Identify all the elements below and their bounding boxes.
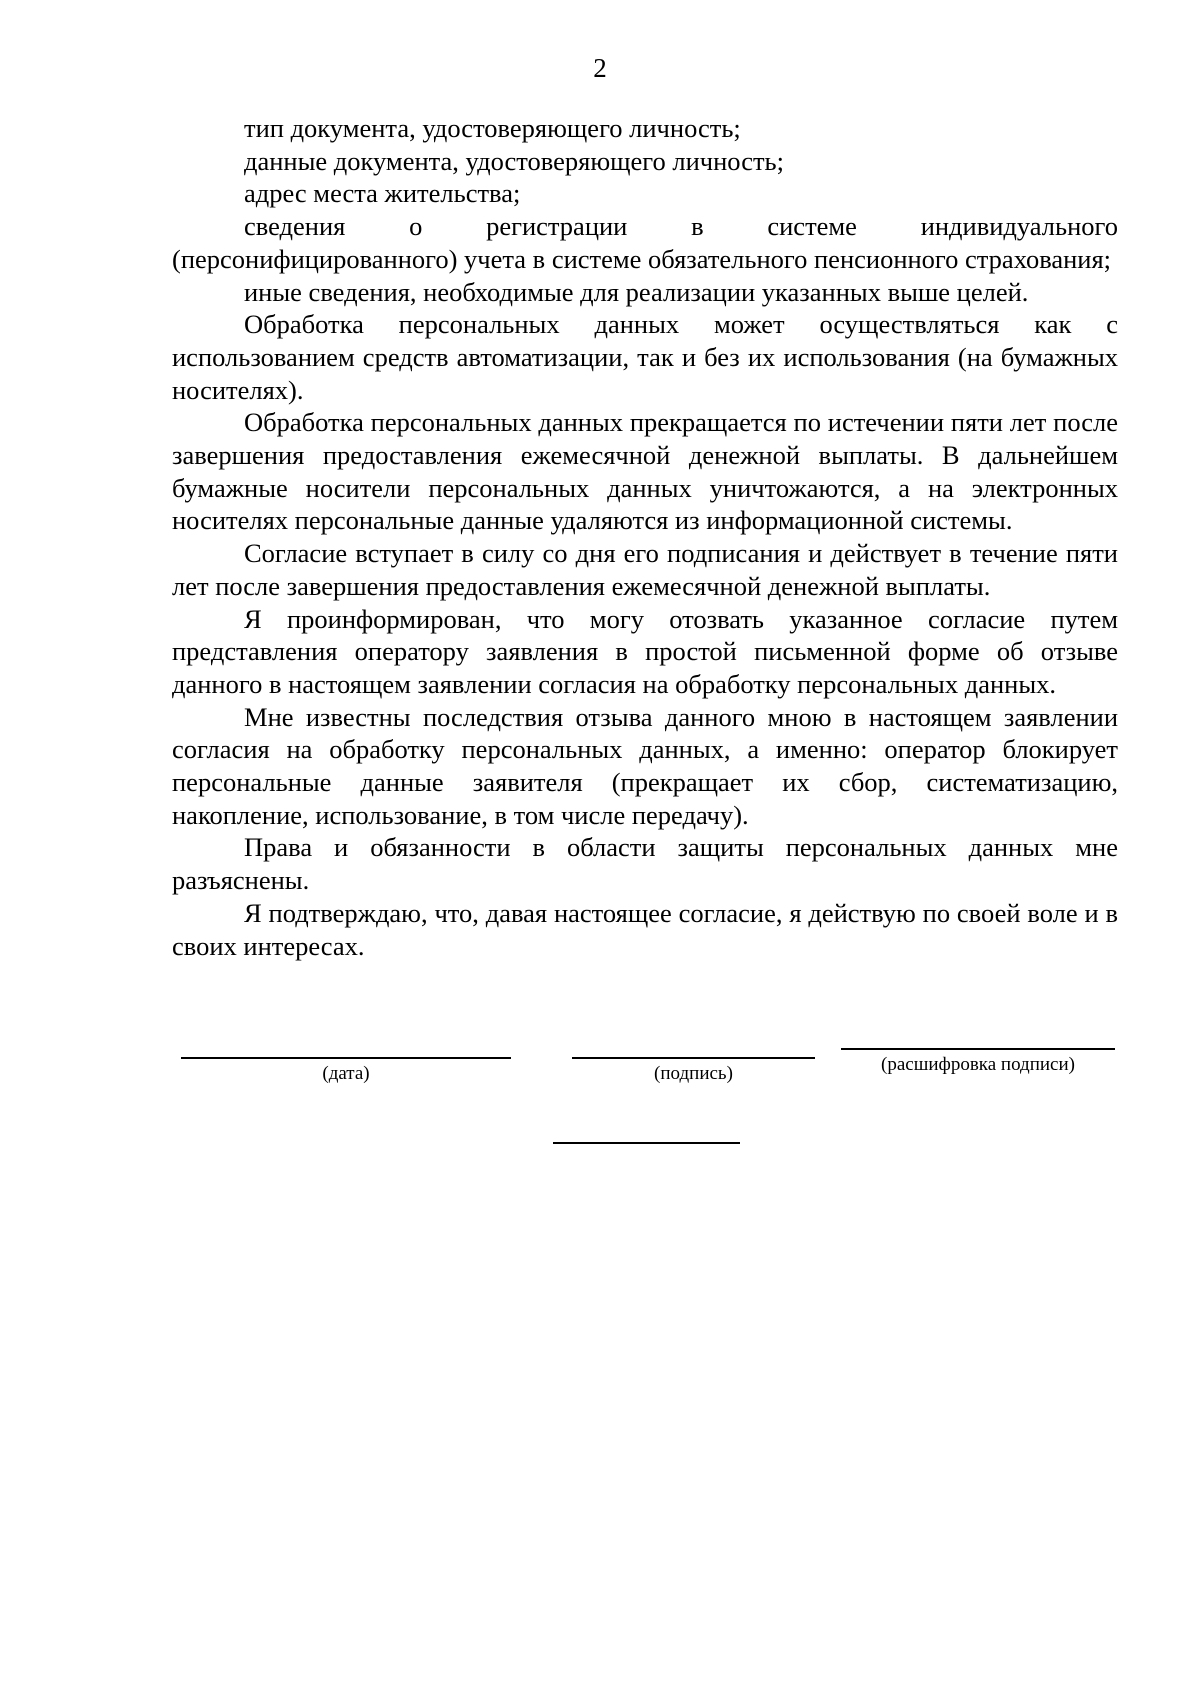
name-line [841, 1048, 1115, 1050]
paragraph-rights-explained: Права и обязанности в области защиты персональных данных мне разъяснены. [172, 832, 1118, 896]
page-number: 2 [593, 53, 607, 83]
paragraph-id-document-data: данные документа, удостоверяющего личность; [244, 145, 785, 176]
paragraph-revocation-consequences: Мне известны последствия отзыва данного мною в настоящем заявлении согласия на обработку персональных данных, а именно: оператор блокирует персональные данные заявителя (прекращает их сбор, систематизацию, накопление, использование, в том числе передачу). [172, 701, 1118, 830]
paragraph-free-will: Я подтверждаю, что, давая настоящее согласие, я действую по своей воле и в своих интересах. [172, 897, 1118, 961]
paragraph-consent-validity: Согласие вступает в силу со дня его подписания и действует в течение пяти лет после завершения предоставления ежемесячной денежной выплаты. [172, 538, 1118, 601]
date-field [181, 1057, 511, 1085]
paragraph-other-info: иные сведения, необходимые для реализации указанных выше целей. [244, 276, 1029, 307]
date-label: (дата) [322, 1063, 370, 1084]
paragraph-pension-registration: сведения о регистрации в системе индивидуального (персонифицированного) учета в системе обязательного пенсионного страхования; [172, 211, 1118, 274]
paragraph-processing-termination: Обработка персональных данных прекращается по истечении пяти лет после завершения предоставления ежемесячной денежной выплаты. В дальнейшем бумажные носители персональных данных уничтожаются, а на электронных носителях персональные данные удаляются из информационной системы. [172, 407, 1118, 536]
date-line [181, 1057, 511, 1059]
signature-line [572, 1057, 815, 1059]
signature-label: (подпись) [654, 1063, 733, 1084]
name-label: (расшифровка подписи) [881, 1054, 1075, 1075]
document-body [172, 112, 1118, 962]
signature-field [572, 1057, 815, 1085]
name-field [841, 1048, 1115, 1076]
document-end-rule [553, 1142, 740, 1144]
paragraph-consent-revocation: Я проинформирован, что могу отозвать указанное согласие путем представления оператору заявления в простой письменной форме об отзыве данного в настоящем заявлении согласия на обработку персональных данных. [172, 603, 1118, 699]
paragraph-residence-address: адрес места жительства; [244, 178, 521, 209]
signature-block [0, 1045, 1200, 1125]
paragraph-processing-methods: Обработка персональных данных может осуществляться как с использованием средств автоматизации, так и без их использования (на бумажных носителях). [172, 309, 1118, 405]
paragraph-id-document-type: тип документа, удостоверяющего личность; [244, 113, 741, 143]
